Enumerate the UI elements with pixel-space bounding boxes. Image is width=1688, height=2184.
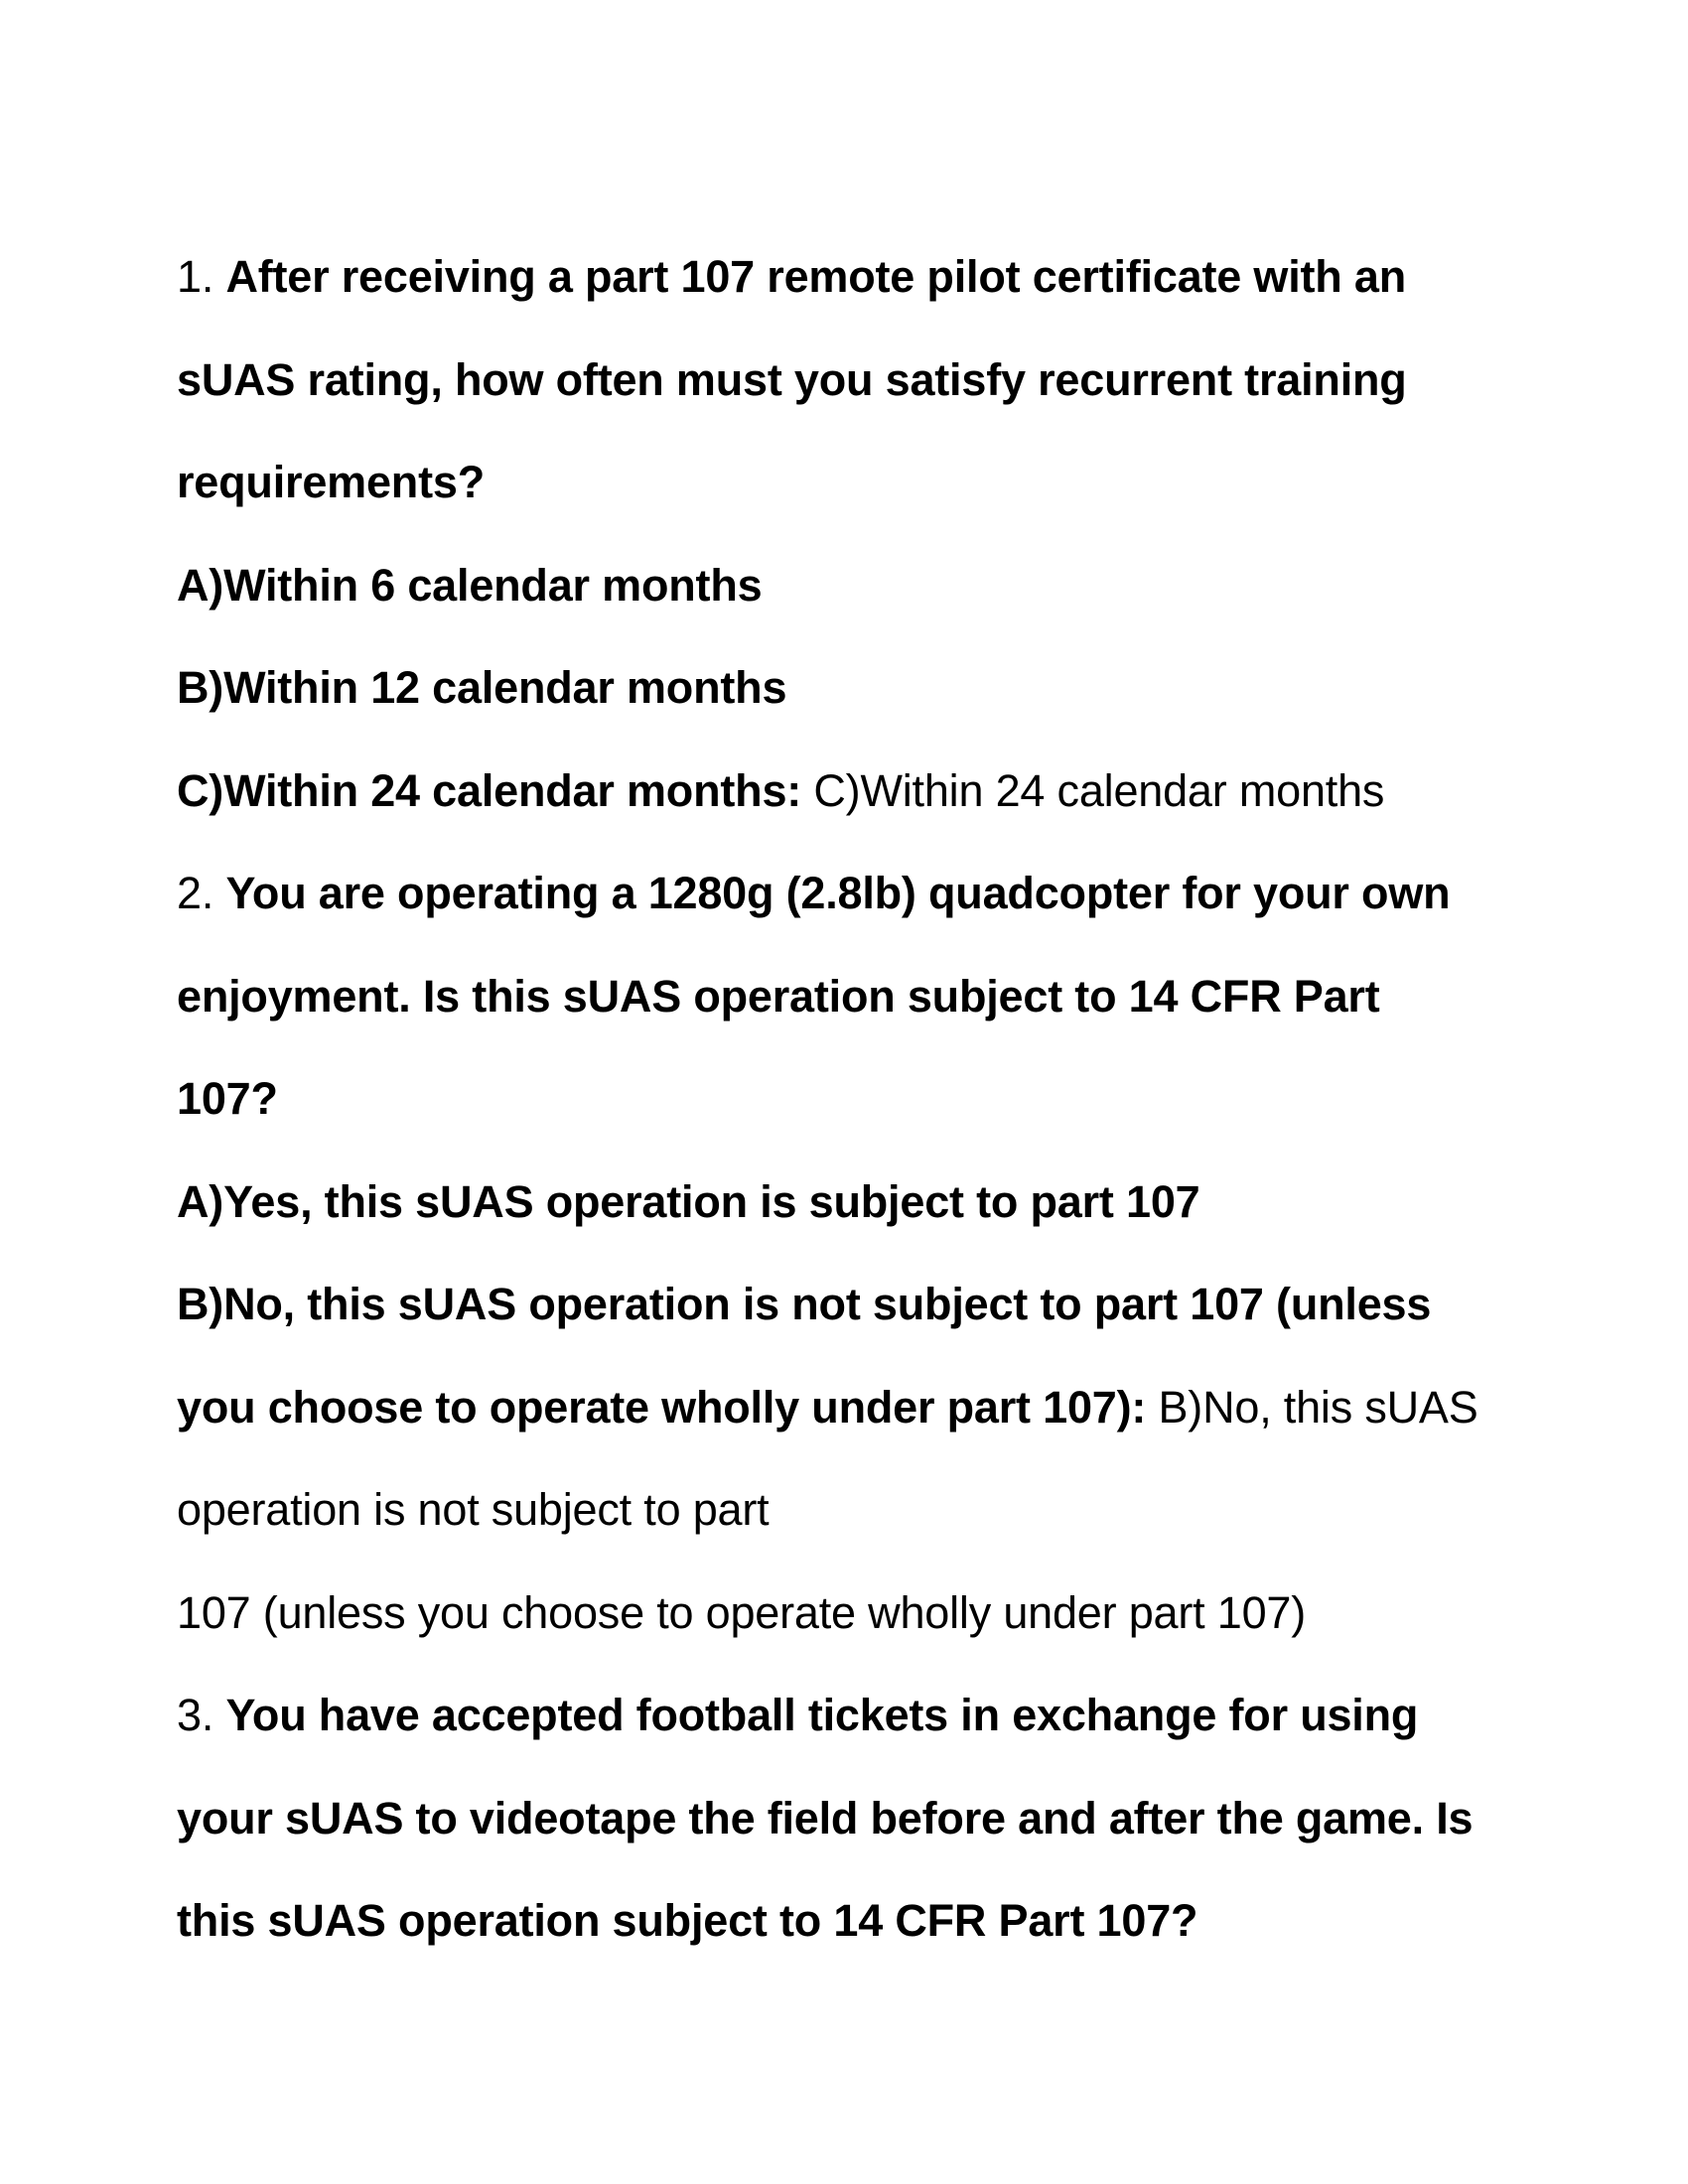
text-run-bold: You are operating a 1280g (2.8lb) quadcopter for your own (225, 868, 1451, 918)
q2-answer-continuation-1 (177, 1458, 1567, 1562)
answer-text: C)Within 24 calendar months (801, 764, 1385, 816)
q3-line-1 (177, 1664, 1567, 1767)
q1-option-a (177, 534, 1567, 637)
document-body (177, 225, 1567, 1973)
q3-line-2 (177, 1767, 1567, 1870)
question-number: 3. (177, 1690, 226, 1740)
answer-text: B)No, this sUAS (1146, 1381, 1478, 1433)
question-number: 1. (177, 251, 226, 302)
q2-option-b-line-1 (177, 1253, 1567, 1356)
q2-line-3 (177, 1047, 1567, 1151)
q1-line-2 (177, 329, 1567, 432)
q3-line-3 (177, 1869, 1567, 1973)
q1-line-3 (177, 431, 1567, 534)
text-run-bold: requirements? (177, 457, 485, 507)
text-run-bold: After receiving a part 107 remote pilot certificate with an (225, 251, 1407, 302)
q2-line-1 (177, 842, 1567, 945)
text-run-bold: B)Within 12 calendar months (177, 662, 787, 713)
text-run-bold: your sUAS to videotape the field before and after the game. Is (177, 1792, 1474, 1843)
q2-answer-continuation-2 (177, 1562, 1567, 1665)
q1-line-1 (177, 225, 1567, 329)
text-run-bold: this sUAS operation subject to 14 CFR Part 107? (177, 1895, 1198, 1946)
q1-option-b (177, 636, 1567, 740)
q2-line-2 (177, 945, 1567, 1048)
text-run-bold: enjoyment. Is this sUAS operation subject to 14 CFR Part (177, 970, 1380, 1022)
question-number: 2. (177, 868, 226, 918)
answer-text: 107 (unless you choose to operate wholly under part 107) (177, 1586, 1307, 1638)
text-run-bold: you choose to operate wholly under part 107): (177, 1381, 1147, 1433)
text-run-bold: sUAS rating, how often must you satisfy recurrent training (177, 353, 1407, 405)
q1-option-c-with-answer (177, 740, 1567, 843)
text-run-bold: 107? (177, 1073, 278, 1124)
answer-text: operation is not subject to part (177, 1484, 770, 1535)
text-run-bold: C)Within 24 calendar months: (177, 764, 802, 816)
text-run-bold: A)Yes, this sUAS operation is subject to part 107 (177, 1175, 1200, 1227)
text-run-bold: A)Within 6 calendar months (177, 559, 763, 611)
q2-option-a (177, 1151, 1567, 1254)
text-run-bold: B)No, this sUAS operation is not subject to part 107 (unless (177, 1279, 1432, 1329)
text-run-bold: You have accepted football tickets in exchange for using (225, 1690, 1419, 1740)
q2-option-b-line-2-with-answer (177, 1356, 1567, 1459)
